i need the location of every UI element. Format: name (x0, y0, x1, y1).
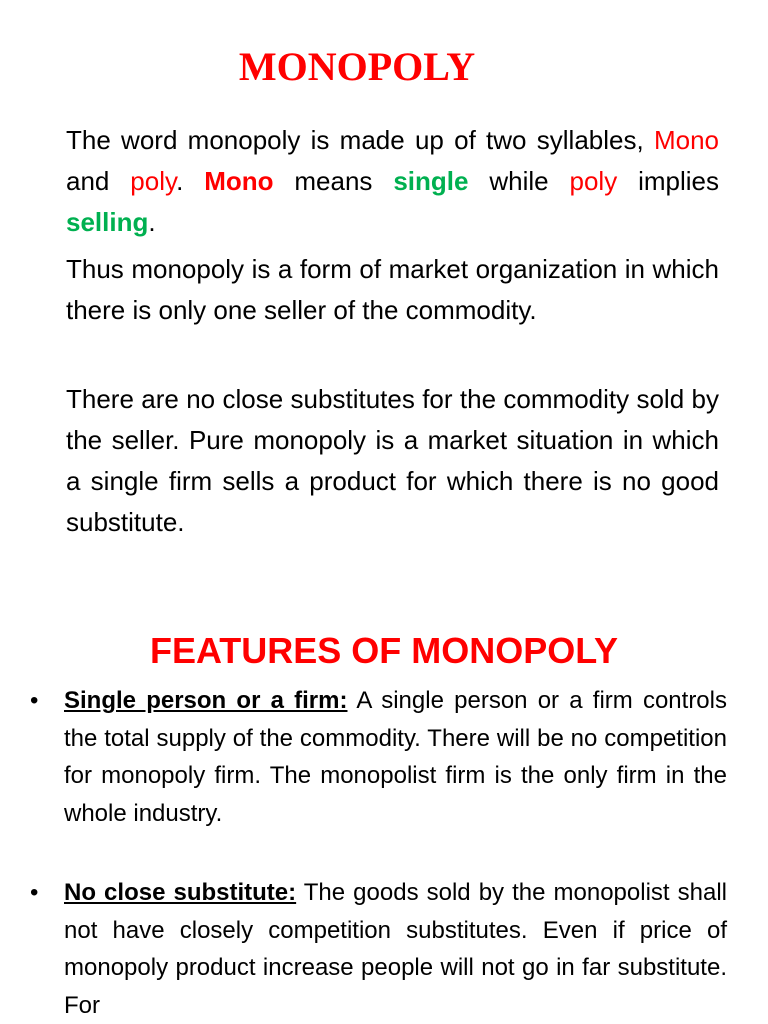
intro-paragraph-2: Thus monopoly is a form of market organization in which there is only one seller of the commodity. (66, 254, 719, 325)
p1-mono-bold-term: Mono (204, 166, 274, 196)
p1-single-term: single (393, 166, 469, 196)
intro-paragraph-3: There are no close substitutes for the commodity sold by the seller. Pure monopoly is a market situation in which a single firm sells a product for which there is no good substitute. (66, 384, 719, 537)
p1-text-d: means (273, 166, 394, 196)
feature-item-single-firm (30, 682, 727, 832)
p1-text-a: The word monopoly is made up of two syllables, (66, 125, 654, 155)
p1-text-b: and (66, 166, 131, 196)
feature-item-no-close-substitute (30, 874, 727, 1024)
p1-mono-term: Mono (653, 125, 719, 155)
p1-poly-term: poly (130, 166, 177, 196)
features-heading: FEATURES OF MONOPOLY (149, 630, 619, 671)
intro-paragraph-1 (66, 120, 719, 243)
bullet-icon: • (30, 879, 39, 906)
feature-text (64, 682, 727, 832)
p1-text-c: . (176, 166, 205, 196)
feature-body: A single person or a firm controls the total supply of the commodity. There will be no competition for monopoly firm. The monopolist firm is the only firm in the whole industry. (64, 687, 727, 827)
feature-body: The goods sold by the monopolist shall not have closely competition substitutes. Even if price of monopoly product increase people will not go in far substitute. For (64, 879, 727, 1019)
feature-heading: No close substitute: (64, 879, 297, 906)
p1-text-g: . (148, 207, 156, 237)
p1-text-e: while (468, 166, 570, 196)
page-title: MONOPOLY (238, 44, 476, 89)
feature-text (64, 874, 727, 1024)
p1-text-f: implies (617, 166, 719, 196)
bullet-icon: • (30, 687, 39, 714)
p1-poly-term-2: poly (569, 166, 618, 196)
p1-selling-term: selling (66, 207, 149, 237)
feature-heading: Single person or a firm: (64, 687, 348, 714)
